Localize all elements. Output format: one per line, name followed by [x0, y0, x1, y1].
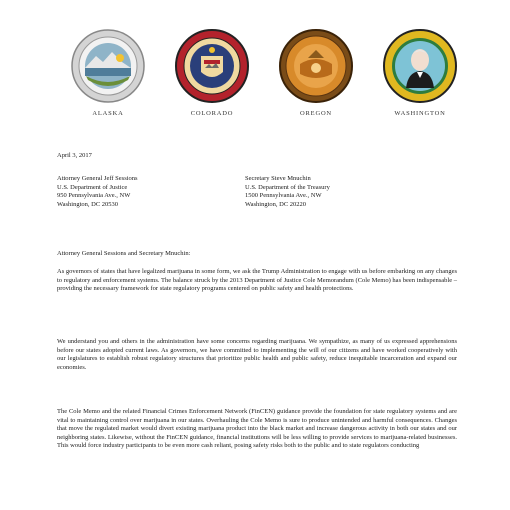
- recipient-name: Secretary Steve Mnuchin: [245, 175, 311, 182]
- recipient-street: 950 Pennsylvania Ave., NW: [57, 192, 131, 199]
- oregon-seal-icon: [278, 28, 354, 104]
- seal-label: OREGON: [300, 110, 332, 117]
- body-paragraph: We understand you and others in the administration have some concerns regarding marijuana. We sympathize, as many of us expressed apprehensions before our states adopted current laws. As governors, we have committed to implementing the will of our citizens and have worked cooperatively with our legislatures to establish robust regulatory structures that prioritize public health and public safety, reduce inequitable incarceration and expand our economies.: [57, 338, 457, 371]
- recipient-city: Washington, DC 20220: [245, 200, 307, 208]
- seal-label: ALASKA: [92, 110, 124, 117]
- recipient-address-left: [57, 175, 138, 209]
- recipient-address-right: [245, 175, 330, 209]
- recipient-name: Attorney General Jeff Sessions: [57, 175, 138, 182]
- seal-label: WASHINGTON: [394, 110, 446, 117]
- seal-label: COLORADO: [190, 110, 234, 117]
- seal-alaska: [66, 28, 150, 117]
- alaska-seal-icon: [70, 28, 146, 104]
- recipient-department: U.S. Department of the Treasury: [245, 183, 330, 191]
- seal-washington: [378, 28, 462, 117]
- salutation: Attorney General Sessions and Secretary Mnuchin:: [57, 250, 191, 257]
- letter-date: April 3, 2017: [57, 152, 92, 159]
- colorado-seal-icon: [174, 28, 250, 104]
- body-paragraph: The Cole Memo and the related Financial Crimes Enforcement Network (FinCEN) guidance provide the foundation for state regulatory systems and are vital to maintaining control over marijuana in our states. Overhauling the Cole Memo is sure to produce unintended and harmful consequences. Changes that move the regulated market would divert existing marijuana product into the black market and increase dangerous activity in both our states and our neighboring states. Likewise, without the FinCEN guidance, financial institutions will be less willing to provide services to marijuana-related businesses. This would force industry participants to be even more cash reliant, posing safety risks both to the public and to state regulators conducting: [57, 408, 457, 450]
- seal-row: [60, 28, 470, 128]
- recipient-city: Washington, DC 20530: [57, 200, 119, 208]
- seal-oregon: [274, 28, 358, 117]
- washington-seal-icon: [382, 28, 458, 104]
- recipient-department: U.S. Department of Justice: [57, 183, 128, 191]
- body-paragraph: As governors of states that have legalized marijuana in some form, we ask the Trump Administration to engage with us before embarking on any changes to regulatory and enforcement systems. The balance struck by the 2013 Department of Justice Cole Memorandum (Cole Memo) has been indispensable – providing the necessary framework for state regulatory programs centered on public safety and health protections.: [57, 268, 457, 293]
- recipient-street: 1500 Pennsylvania Ave., NW: [245, 192, 322, 199]
- seal-colorado: [170, 28, 254, 117]
